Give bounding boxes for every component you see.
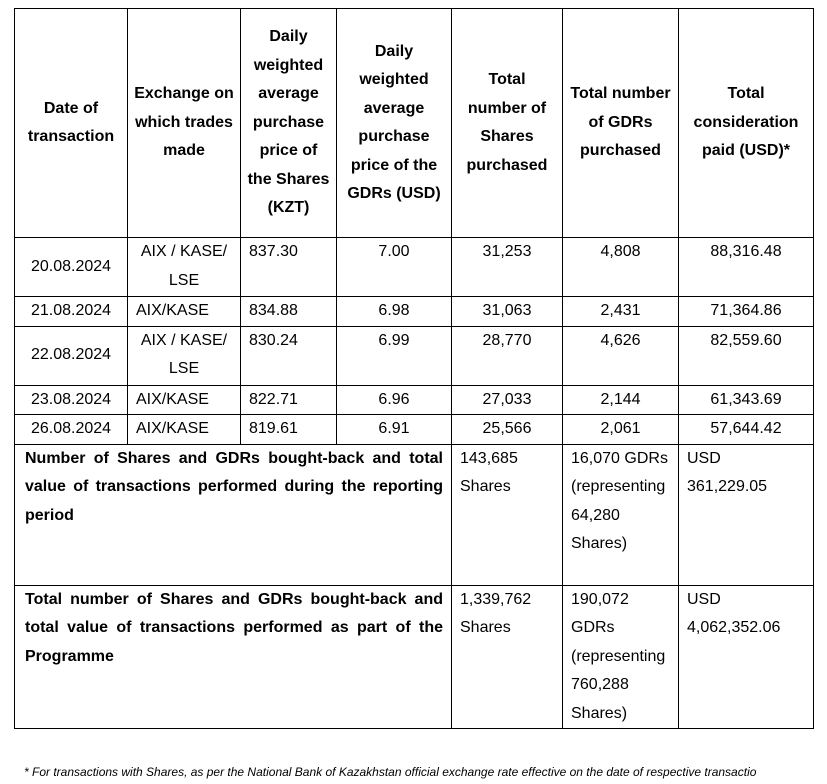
cell-total-gdrs: 2,144 [563,385,679,415]
cell-consideration: 71,364.86 [679,297,814,327]
table-row [15,415,814,445]
col-header-total-shares: Total number of Shares purchased [452,9,563,238]
cell-price-gdrs: 6.99 [337,326,452,385]
cell-total-shares: 25,566 [452,415,563,445]
cell-price-gdrs: 7.00 [337,238,452,297]
cell-total-gdrs: 4,808 [563,238,679,297]
cell-exchange: AIX / KASE/ LSE [128,326,241,385]
cell-date: 20.08.2024 [15,238,128,297]
summary-programme-label: Total number of Shares and GDRs bought-back and total value of transactions performed as part of the Programme [15,585,452,729]
cell-price-shares: 822.71 [241,385,337,415]
table-row [15,326,814,385]
cell-total-gdrs: 4,626 [563,326,679,385]
summary-programme-shares: 1,339,762 Shares [452,585,563,729]
cell-consideration: 88,316.48 [679,238,814,297]
col-header-exchange: Exchange on which trades made [128,9,241,238]
buyback-transactions-table [14,8,814,729]
col-header-total-gdrs: Total number of GDRs purchased [563,9,679,238]
summary-programme-gdrs: 190,072 GDRs (representing 760,288 Shares) [563,585,679,729]
summary-period-gdrs: 16,070 GDRs (representing 64,280 Shares) [563,444,679,585]
cell-consideration: 82,559.60 [679,326,814,385]
cell-price-shares: 834.88 [241,297,337,327]
summary-period-shares: 143,685 Shares [452,444,563,585]
cell-price-gdrs: 6.91 [337,415,452,445]
cell-price-shares: 837.30 [241,238,337,297]
cell-exchange: AIX/KASE [128,297,241,327]
cell-price-shares: 830.24 [241,326,337,385]
cell-date: 21.08.2024 [15,297,128,327]
cell-date: 23.08.2024 [15,385,128,415]
col-header-price-shares: Daily weighted average purchase price of the Shares (KZT) [241,9,337,238]
cell-price-gdrs: 6.98 [337,297,452,327]
cell-price-shares: 819.61 [241,415,337,445]
table-row [15,238,814,297]
cell-total-gdrs: 2,431 [563,297,679,327]
cell-consideration: 61,343.69 [679,385,814,415]
cell-date: 26.08.2024 [15,415,128,445]
summary-programme-value: USD 4,062,352.06 [679,585,814,729]
table-row [15,297,814,327]
cell-total-shares: 27,033 [452,385,563,415]
cell-total-shares: 31,063 [452,297,563,327]
cell-date: 22.08.2024 [15,326,128,385]
cell-exchange: AIX/KASE [128,415,241,445]
header-row [15,9,814,238]
cell-consideration: 57,644.42 [679,415,814,445]
cell-exchange: AIX/KASE [128,385,241,415]
summary-period-value: USD 361,229.05 [679,444,814,585]
summary-row-programme [15,585,814,729]
summary-period-label: Number of Shares and GDRs bought-back and total value of transactions performed during the reporting period [15,444,452,585]
table-row [15,385,814,415]
col-header-date: Date of transaction [15,9,128,238]
footnote: * For transactions with Shares, as per the National Bank of Kazakhstan official exchange rate effective on the date of respective transactio [24,765,757,779]
col-header-consideration: Total consideration paid (USD)* [679,9,814,238]
cell-total-gdrs: 2,061 [563,415,679,445]
cell-exchange: AIX / KASE/ LSE [128,238,241,297]
summary-row-reporting-period [15,444,814,585]
cell-total-shares: 28,770 [452,326,563,385]
cell-price-gdrs: 6.96 [337,385,452,415]
col-header-price-gdrs: Daily weighted average purchase price of the GDRs (USD) [337,9,452,238]
cell-total-shares: 31,253 [452,238,563,297]
